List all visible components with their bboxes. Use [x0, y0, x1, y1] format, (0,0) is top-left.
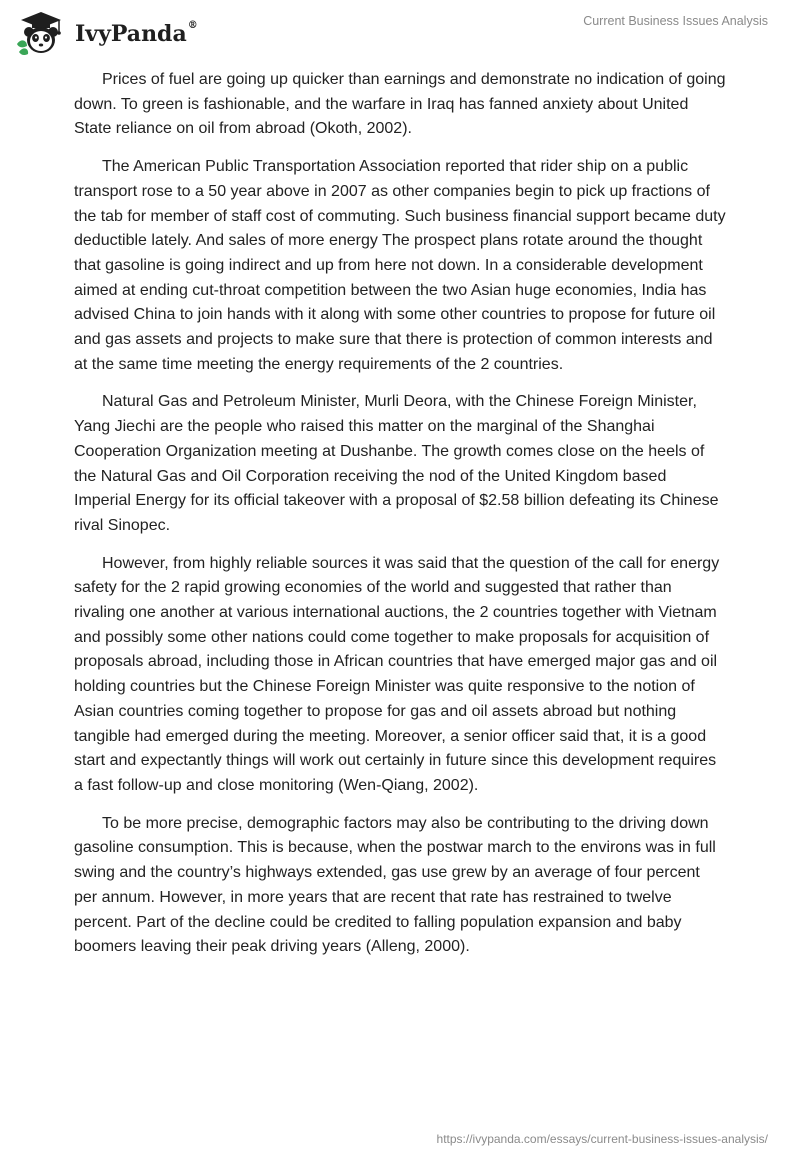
- logo-wordmark: [75, 20, 198, 47]
- paragraph: However, from highly reliable sources it was said that the question of the call for energy safety for the 2 rapid growing economies of the world and suggested that rather than rivaling one another at various international auctions, the 2 countries together with Vietnam and possibly some other nations could come together to make proposals for acquisition of proposals abroad, including those in African countries that have emerged major gas and oil holding countries but the Chinese Foreign Minister was quite responsive to the notion of Asian countries coming together to propose for gas and oil assets abroad but nothing tangible had emerged during the meeting. Moreover, a senior officer said that, it is a good start and expectantly things will work out certainly in future since this development requires a fast follow-up and close monitoring (Wen-Qiang, 2002).: [74, 554, 720, 794]
- paragraph: Prices of fuel are going up quicker than earnings and demonstrate no indication of going down. To green is fashionable, and the warfare in Iraq has fanned anxiety about United State reliance on oil from abroad (Okoth, 2002).: [74, 71, 726, 138]
- footer-source-link[interactable]: https://ivypanda.com/essays/current-business-issues-analysis/: [436, 1132, 768, 1146]
- page-header: [0, 0, 800, 60]
- paragraph: The American Public Transportation Association reported that rider ship on a public transport rose to a 50 year above in 2007 as other companies begin to pick up fractions of the tab for member of staff cost of commuting. Such business financial support became duty deductible lately. And sales of more energy The prospect plans rotate around the thought that gasoline is going indirect and up from here not down. In a considerable development aimed at ending cut-throat competition between the two Asian huge economies, India has advised China to join hands with it along with some other countries to propose for future oil and gas assets and projects to make sure that there is protection of common interests and at the same time meeting the energy requirements of the 2 countries.: [74, 158, 726, 373]
- paragraph: To be more precise, demographic factors may also be contributing to the driving down gasoline consumption. This is because, when the postwar march to the environs was in full swing and the country’s highways extended, gas use grew by an average of four percent per annum. However, in more years that are recent that rate has restrained to twelve percent. Part of the decline could be credited to falling population expansion and baby boomers leaving their peak driving years (Alleng, 2000).: [74, 814, 716, 956]
- paragraph: Natural Gas and Petroleum Minister, Murli Deora, with the Chinese Foreign Minister, Yang Jiechi are the people who raised this matter on the marginal of the Shanghai Cooperation Organization meeting at Dushanbe. The growth comes close on the heels of the Natural Gas and Oil Corporation receiving the nod of the United Kingdom based Imperial Energy for its official takeover with a proposal of $2.58 billion defeating its Chinese rival Sinopec.: [74, 393, 719, 534]
- ivypanda-logo[interactable]: [15, 8, 198, 56]
- logo-text: IvyPanda: [75, 21, 187, 47]
- essay-body: [74, 68, 726, 973]
- document-title: Current Business Issues Analysis: [583, 14, 768, 28]
- registered-mark: ®: [187, 20, 198, 31]
- panda-graduate-icon: [15, 8, 67, 56]
